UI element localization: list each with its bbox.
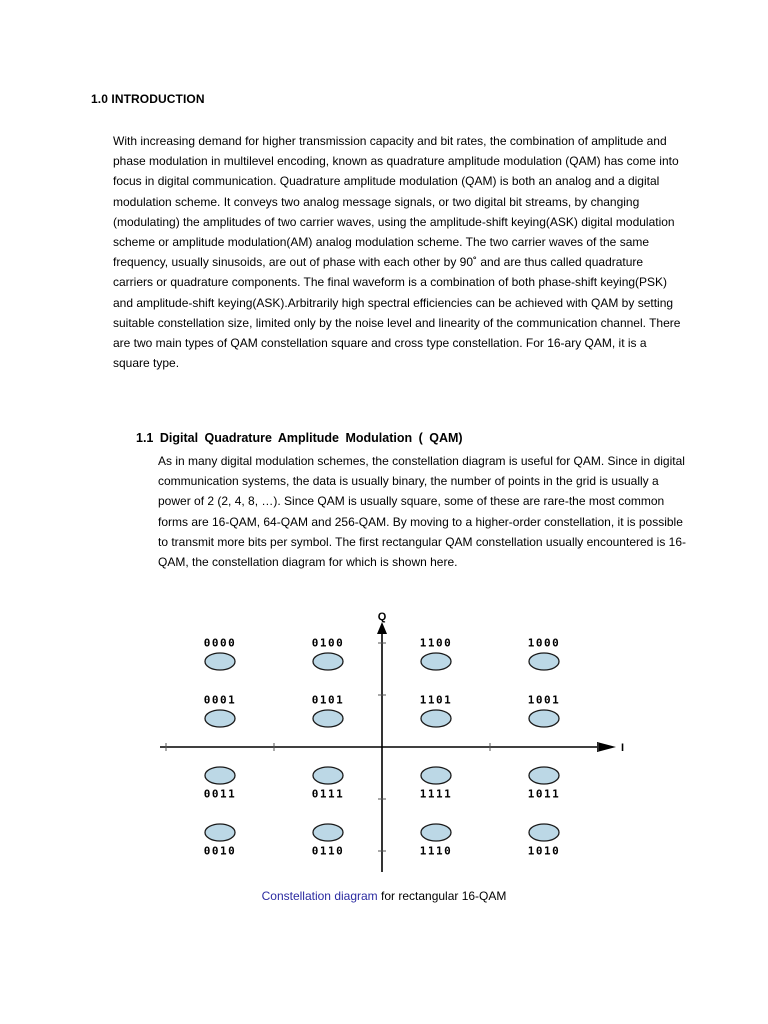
constellation-point bbox=[205, 824, 235, 841]
point-label: 0111 bbox=[311, 787, 345, 801]
point-label: 0100 bbox=[311, 636, 345, 650]
constellation-point bbox=[313, 767, 343, 784]
point-label: 1100 bbox=[419, 636, 453, 650]
caption-link[interactable]: Constellation diagram bbox=[261, 889, 378, 903]
point-label: 0010 bbox=[203, 844, 237, 858]
point-label: 0011 bbox=[203, 787, 237, 801]
constellation-point bbox=[205, 710, 235, 727]
constellation-point bbox=[529, 653, 559, 670]
point-label: 0000 bbox=[203, 636, 237, 650]
constellation-point bbox=[529, 767, 559, 784]
figure-caption bbox=[0, 889, 768, 903]
intro-paragraph: With increasing demand for higher transmission capacity and bit rates, the combination of amplitude and phase modulation in multilevel encoding, known as quadrature amplitude modulation (QAM) has come into focus in digital communication. Quadrature amplitude modulation (QAM) is both an analog and a digital modulation scheme. It conveys two analog message signals, or two digital bit streams, by changing (modulating) the amplitudes of two carrier waves, using the amplitude-shift keying(ASK) digital modulation scheme or amplitude modulation(AM) analog modulation scheme. The two carrier waves of the same frequency, usually sinusoids, are out of phase with each other by 90˚ and are thus called quadrature carriers or quadrature components. The final waveform is a combination of both phase-shift keying(PSK) and amplitude-shift keying(ASK).Arbitrarily high spectral efficiencies can be achieved with QAM by setting suitable constellation size, limited only by the noise level and linearity of the communication channel. There are two main types of QAM constellation square and cross type constellation. For 16-ary QAM, it is a square type. bbox=[113, 134, 681, 371]
point-label: 0001 bbox=[203, 693, 237, 707]
constellation-point bbox=[205, 653, 235, 670]
constellation-point bbox=[205, 767, 235, 784]
constellation-point bbox=[421, 653, 451, 670]
i-axis-label: I bbox=[621, 742, 625, 754]
constellation-point bbox=[529, 824, 559, 841]
q-axis-label: Q bbox=[377, 611, 387, 623]
point-label: 0110 bbox=[311, 844, 345, 858]
constellation-diagram bbox=[150, 600, 630, 875]
constellation-point bbox=[421, 824, 451, 841]
point-label: 1001 bbox=[527, 693, 561, 707]
constellation-point bbox=[421, 767, 451, 784]
i-axis-arrow bbox=[597, 742, 616, 752]
subsection-heading: 1.1 Digital Quadrature Amplitude Modulation ( QAM) bbox=[136, 431, 463, 445]
section-heading: 1.0 INTRODUCTION bbox=[91, 92, 205, 106]
constellation-point bbox=[421, 710, 451, 727]
point-label: 1010 bbox=[527, 844, 561, 858]
constellation-point bbox=[529, 710, 559, 727]
point-label: 1011 bbox=[527, 787, 561, 801]
caption-text: for rectangular 16-QAM bbox=[377, 889, 507, 903]
point-label: 0101 bbox=[311, 693, 345, 707]
constellation-point bbox=[313, 710, 343, 727]
q-axis-arrow bbox=[377, 622, 387, 634]
point-label: 1101 bbox=[419, 693, 453, 707]
point-label: 1110 bbox=[419, 844, 453, 858]
qam-paragraph: As in many digital modulation schemes, the constellation diagram is useful for QAM. Since in digital communication systems, the data is usually binary, the number of points in the grid is usually a power of 2 (2, 4, 8, …). Since QAM is usually square, some of these are rare-the most common forms are 16-QAM, 64-QAM and 256-QAM. By moving to a higher-order constellation, it is possible to transmit more bits per symbol. The first rectangular QAM constellation usually encountered is 16-QAM, the constellation diagram for which is shown here. bbox=[158, 454, 687, 570]
constellation-point bbox=[313, 653, 343, 670]
constellation-point bbox=[313, 824, 343, 841]
point-label: 1111 bbox=[419, 787, 453, 801]
point-label: 1000 bbox=[527, 636, 561, 650]
